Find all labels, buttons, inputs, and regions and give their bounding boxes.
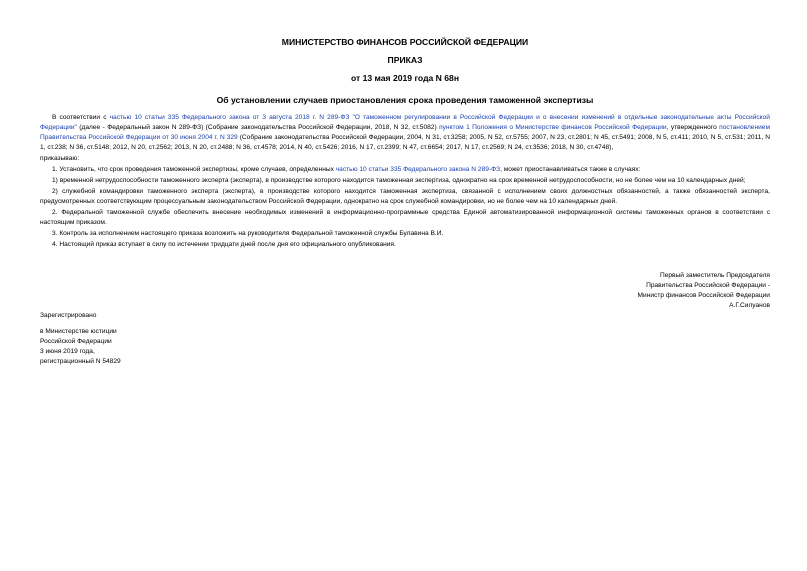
registration-block — [40, 311, 121, 367]
item-1-law-link[interactable]: частью 10 статьи 335 Федерального закона N 289-ФЗ — [335, 166, 501, 173]
item-1-subitem-2: 2) служебной командировки таможенного эксперта (эксперта), в производстве которого находится таможенная экспертиза, связанной с исполнением своих должностных обязанностей, а также обязанностей эксперта, предусмотренных соответствующим процессуальным законодательством Российской Федерации, однократно на срок служебной командировки, но не более чем на 10 календарных дней. — [40, 188, 770, 205]
document-body — [40, 113, 770, 251]
item-1-paragraph — [40, 165, 770, 175]
law-reference-link[interactable]: частью 10 статьи 335 Федерального закона от 3 августа 2018 г. N 289-ФЗ "О таможенном регулировании в Российской Федерации и о внесении изменений в отдельные законодательные акты Российской Федерации" — [40, 114, 770, 131]
signatory-name: А.Г.Силуанов — [729, 302, 770, 309]
registration-line-4: 3 июня 2019 года, — [40, 348, 95, 355]
item-1-text-b: , может приостанавливаться также в случаях: — [500, 166, 641, 173]
government-decree-link[interactable]: постановлением Правительства Российской Федерации от 30 июня 2004 г. N 329 — [40, 124, 771, 141]
document-type-heading: ПРИКАЗ — [387, 55, 423, 65]
item-3-paragraph: 3. Контроль за исполнением настоящего приказа возложить на руководителя Федеральной таможенной службы Булавина В.И. — [52, 230, 444, 237]
item-2-paragraph: 2. Федеральной таможенной службе обеспечить внесение необходимых изменений в информационно-программные средства Единой автоматизированной информационной системы таможенных органов в соответствии с настоящим приказом. — [40, 209, 770, 226]
document-page — [40, 0, 770, 571]
preamble-text-3: , утвержденного — [666, 124, 720, 131]
document-date-heading: от 13 мая 2019 года N 68н — [350, 73, 460, 83]
registration-line-2: в Министерстве юстиции — [40, 328, 117, 335]
ministry-heading: МИНИСТЕРСТВО ФИНАНСОВ РОССИЙСКОЙ ФЕДЕРАЦИИ — [281, 37, 529, 47]
signature-position-line-1: Первый заместитель Председателя — [659, 272, 770, 279]
registration-line-1: Зарегистрировано — [40, 312, 97, 319]
order-word: приказываю: — [40, 155, 80, 162]
document-title: Об установлении случаев приостановления срока проведения таможенной экспертизы — [216, 95, 594, 105]
item-4-paragraph: 4. Настоящий приказ вступает в силу по истечении тридцати дней после дня его официального опубликования. — [52, 241, 396, 248]
signature-position-line-3: Министр финансов Российской Федерации — [637, 292, 770, 299]
ministry-regulation-link[interactable]: пунктом 1 Положения о Министерстве финансов Российской Федерации — [439, 124, 667, 131]
preamble-text-1: В соответствии с — [52, 114, 110, 121]
item-1-text-a: 1. Установить, что срок проведения таможенной экспертизы, кроме случаев, определенных — [52, 166, 336, 173]
item-1-subitem-1: 1) временной нетрудоспособности таможенного эксперта (эксперта), в производстве которого находится таможенная экспертиза, однократно на срок временной нетрудоспособности, но не более чем на 10 календарных дней; — [52, 177, 746, 184]
preamble-text-2: (далее - Федеральный закон N 289-ФЗ) (Собрание законодательства Российской Федерации, 2018, N 32, ст.5082) — [76, 124, 440, 131]
preamble-text-4: (Собрание законодательства Российской Федерации, 2004, N 31, ст.3258; 2005, N 52, ст.5755; 2007, N 23, ст.2801; N 45, ст.5491; 2008, N 5, ст.411; 2010, N 5, ст.531; 2011, N 1, ст.238; N 36, ст.5148; 2012, N 20, ст.2562; 2013, N 20, ст.2488; N 36, ст.4578; 2014, N 40, ст.5426; 2016, N 17, ст.2399; N 47, ст.6654; 2017, N 17, ст.2569; N 24, ст.3536; 2018, N 30, ст.4748), — [40, 134, 770, 151]
signature-position-line-2: Правительства Российской Федерации - — [646, 282, 770, 289]
registration-line-3: Российской Федерации — [40, 338, 112, 345]
signature-block — [638, 271, 770, 311]
registration-line-5: регистрационный N 54829 — [40, 358, 121, 365]
preamble-paragraph — [40, 113, 770, 153]
